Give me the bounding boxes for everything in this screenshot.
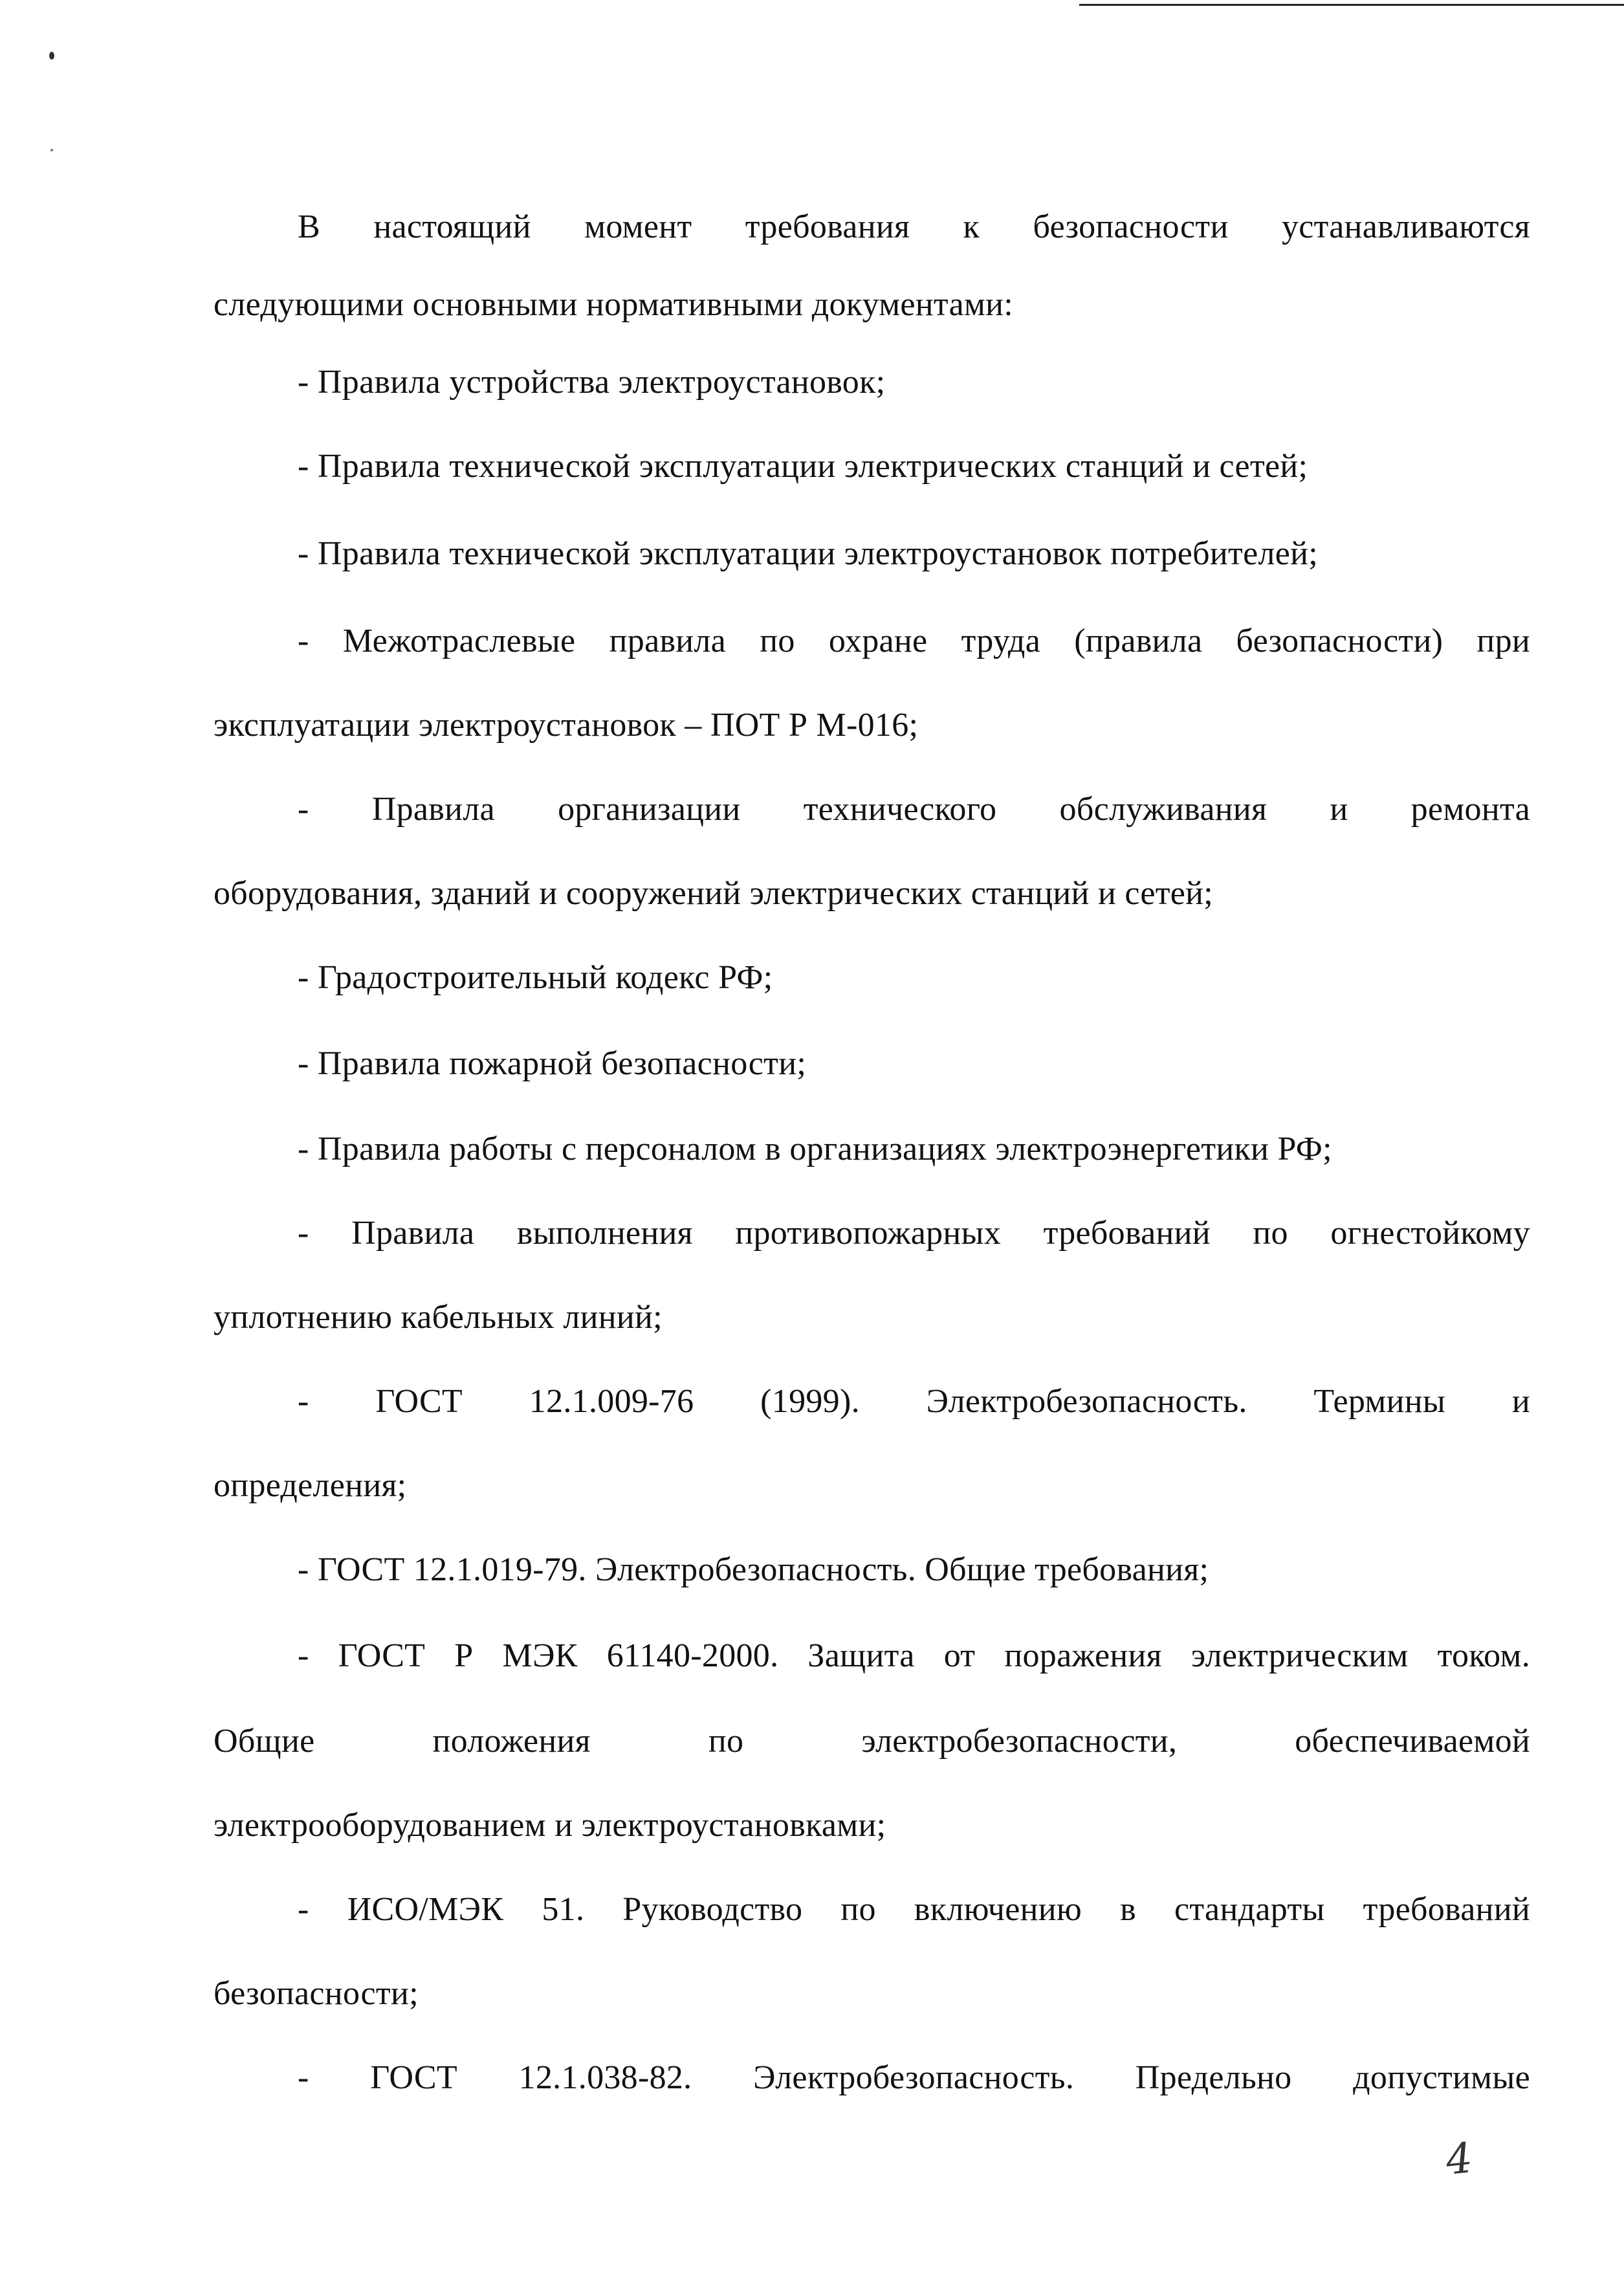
list-item: - Правила пожарной безопасности; — [298, 1045, 807, 1082]
list-item: - Правила организации технического обслуживания и ремонта — [298, 791, 1530, 828]
list-item: - Правила выполнения противопожарных требований по огнестойкому — [298, 1215, 1530, 1252]
list-item: - ГОСТ Р МЭК 61140-2000. Защита от поражения электрическим током. — [298, 1637, 1530, 1674]
list-item: - Градостроительный кодекс РФ; — [298, 959, 773, 996]
scan-speck — [50, 149, 53, 151]
list-item: - ГОСТ 12.1.038-82. Электробезопасность. Предельно допустимые — [298, 2059, 1530, 2096]
list-item: - ИСО/МЭК 51. Руководство по включению в стандарты требований — [298, 1891, 1530, 1928]
list-item-continuation: эксплуатации электроустановок – ПОТ Р М-016; — [214, 707, 919, 744]
scan-speck — [49, 52, 54, 60]
paragraph-line: В настоящий момент требования к безопасности устанавливаются — [298, 208, 1530, 245]
list-item: - ГОСТ 12.1.019-79. Электробезопасность. Общие требования; — [298, 1551, 1209, 1588]
list-item: - Межотраслевые правила по охране труда (правила безопасности) при — [298, 623, 1530, 659]
page-number: 4 — [1443, 2134, 1475, 2185]
list-item: - Правила работы с персоналом в организациях электроэнергетики РФ; — [298, 1131, 1332, 1167]
list-item-continuation: Общие положения по электробезопасности, обеспечиваемой — [214, 1723, 1530, 1760]
top-rule — [1079, 4, 1624, 6]
list-item: - Правила технической эксплуатации электрических станций и сетей; — [298, 448, 1308, 485]
list-item: - Правила устройства электроустановок; — [298, 364, 886, 401]
list-item-continuation: оборудования, зданий и сооружений электрических станций и сетей; — [214, 875, 1214, 912]
paragraph-line: следующими основными нормативными документами: — [214, 286, 1014, 323]
list-item: - Правила технической эксплуатации электроустановок потребителей; — [298, 535, 1318, 572]
list-item: - ГОСТ 12.1.009-76 (1999). Электробезопасность. Термины и — [298, 1383, 1530, 1420]
list-item-continuation: определения; — [214, 1467, 407, 1504]
list-item-continuation: безопасности; — [214, 1975, 419, 2012]
list-item-continuation: электрооборудованием и электроустановками; — [214, 1807, 886, 1844]
list-item-continuation: уплотнению кабельных линий; — [214, 1299, 663, 1336]
